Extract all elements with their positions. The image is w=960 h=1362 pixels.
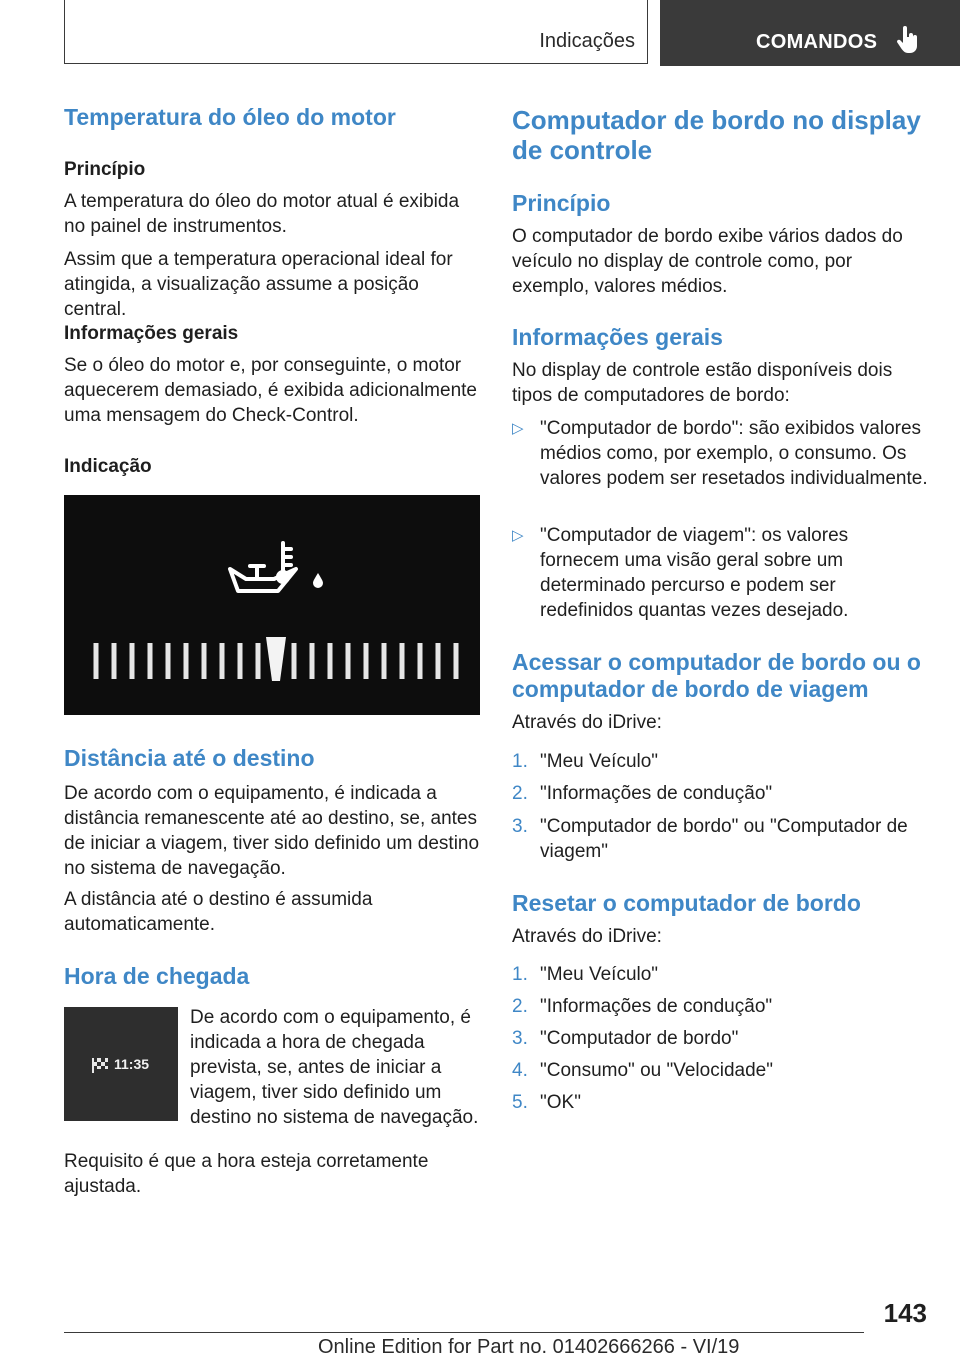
principle-subheading: Princípio [64, 159, 146, 180]
indication-subheading: Indicação [64, 456, 152, 477]
gauge-tick [328, 643, 333, 679]
distance-heading: Distância até o destino [64, 745, 315, 771]
right-principle-paragraph: O computador de bordo exibe vários dados do veículo no display de controle como, por exemplo, valores médios. [512, 226, 903, 297]
gauge-tick [256, 643, 261, 679]
distance-paragraph-2: A distância até o destino é assumida automaticamente. [64, 889, 373, 935]
gauge-tick [418, 643, 423, 679]
gauge-tick [346, 643, 351, 679]
section-title: Indicações [539, 30, 635, 52]
triangle-bullet-icon: ▷ [512, 527, 524, 544]
right-principle-heading: Princípio [512, 190, 611, 216]
oil-temperature-icon [230, 543, 323, 591]
right-general-paragraph: No display de controle estão disponíveis dois tipos de computadores de bordo: [512, 360, 893, 406]
access-heading: Acessar o computador de bordo ou o computador de bordo de viagem [512, 649, 921, 702]
gauge-tick [454, 643, 459, 679]
chapter-tab [660, 0, 960, 66]
gauge-tick [238, 643, 243, 679]
gauge-tick [94, 643, 99, 679]
gauge-tick [400, 643, 405, 679]
general-info-subheading: Informações gerais [64, 323, 239, 344]
oil-temperature-heading: Temperatura do óleo do motor [64, 104, 396, 130]
onboard-computer-heading: Computador de bordo no display de controle [512, 105, 921, 165]
gauge-tick [310, 643, 315, 679]
principle-paragraph-2: Assim que a temperatura operacional ideal for atingida, a visualização assume a posição central. [64, 249, 453, 320]
oil-temperature-gauge [64, 495, 480, 715]
gauge-tick [220, 643, 225, 679]
reset-heading: Resetar o computador de bordo [512, 890, 861, 916]
gauge-pointer [266, 637, 286, 681]
gauge-tick [112, 643, 117, 679]
footer-divider [64, 1332, 864, 1333]
chapter-title: COMANDOS [756, 31, 878, 53]
arrival-time-heading: Hora de chegada [64, 963, 250, 989]
principle-paragraph-1: A temperatura do óleo do motor atual é exibida no painel de instrumentos. [64, 191, 460, 237]
edition-footer: Online Edition for Part no. 01402666266 - VI/19 [318, 1336, 740, 1358]
general-info-paragraph: Se o óleo do motor e, por conseguinte, o motor aquecerem demasiado, é exibida adicionalmente uma mensagem do Check-Control. [64, 355, 477, 426]
gauge-tick [292, 643, 297, 679]
arrival-time-value: 11:35 [114, 1056, 150, 1072]
gauge-tick [166, 643, 171, 679]
hand-pointer-icon [896, 26, 920, 54]
gauge-tick [436, 643, 441, 679]
page-number: 143 [883, 1298, 927, 1328]
access-via-text: Através do iDrive: [512, 712, 662, 733]
gauge-tick [148, 643, 153, 679]
header-section-tab [64, 0, 648, 64]
oil-temperature-display [64, 495, 480, 715]
gauge-tick [382, 643, 387, 679]
destination-flag-icon [91, 1056, 111, 1074]
gauge-tick [364, 643, 369, 679]
requirement-paragraph: Requisito é que a hora esteja corretamente ajustada. [64, 1151, 429, 1197]
gauge-tick [184, 643, 189, 679]
gauge-tick [130, 643, 135, 679]
arrival-time-paragraph: De acordo com o equipamento, é indicada a hora de chegada prevista, se, antes de iniciar a viagem, tiver sido definido um destino no sistema de navegação. [190, 1007, 479, 1128]
arrival-time-display [64, 1007, 178, 1121]
distance-paragraph-1: De acordo com o equipamento, é indicada a distância remanescente até ao destino, se, antes de iniciar a viagem, tiver sido definido um destino no sistema de navegação. [64, 783, 480, 879]
triangle-bullet-icon: ▷ [512, 420, 524, 437]
gauge-tick [202, 643, 207, 679]
right-general-heading: Informações gerais [512, 324, 723, 350]
reset-via-text: Através do iDrive: [512, 926, 662, 947]
